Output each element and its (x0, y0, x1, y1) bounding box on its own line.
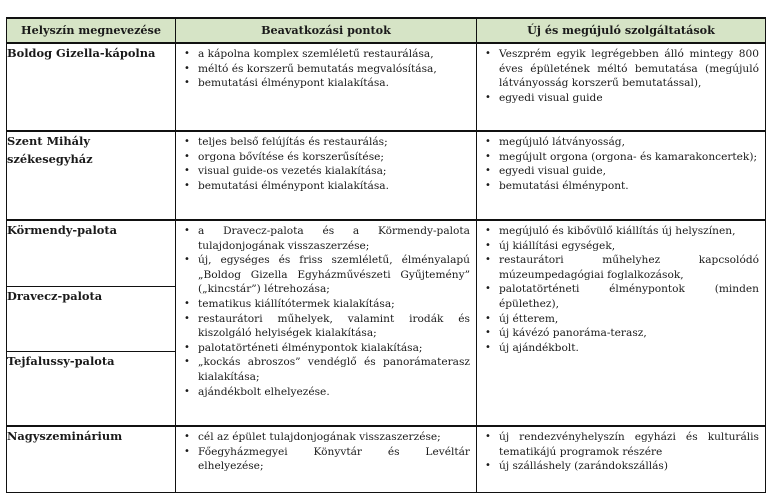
list-item: • teljes belső felújítás és restaurálás; (198, 135, 470, 150)
list-item: • restaurátori műhelyhez kapcsolódó múzeumpedagógiai foglalkozások, (499, 253, 759, 282)
list-item: • egyedi visual guide (499, 91, 759, 106)
location-name: Tejfalussy-palota (7, 351, 176, 426)
list-item: • Veszprém egyik legrégebben álló mintegy 800 éves épületének méltó bemutatása (megújuló látványosság korszerű bemutatással), (499, 47, 759, 91)
interventions-cell (176, 220, 477, 426)
list-item: • restaurátori műhelyek, valamint irodák és kiszolgáló helyiségek kialakítása; (198, 312, 470, 341)
interventions-cell (176, 43, 477, 131)
list-item: • „kockás abroszos” vendéglő és panorámaterasz kialakítása; (198, 355, 470, 384)
list-item: • új kávézó panoráma-terasz, (499, 326, 759, 341)
services-list (477, 132, 765, 195)
list-item: • visual guide-os vezetés kialakítása; (198, 164, 470, 179)
table-row (7, 131, 766, 220)
services-list (477, 427, 765, 476)
services-list (477, 221, 765, 357)
list-item: • új szálláshely (zarándokszállás) (499, 459, 759, 474)
list-item: • új étterem, (499, 312, 759, 327)
interventions-cell (176, 131, 477, 220)
list-item: • megújult orgona (orgona- és kamarakoncertek); (499, 150, 759, 165)
list-item: • orgona bővítése és korszerűsítése; (198, 150, 470, 165)
list-item: • tematikus kiállítótermek kialakítása; (198, 297, 470, 312)
header-interventions: Beavatkozási pontok (176, 18, 477, 43)
services-list (477, 44, 765, 107)
list-item: • ajándékbolt elhelyezése. (198, 385, 470, 400)
list-item: • a Dravecz-palota és a Körmendy-palota tulajdonjogának visszaszerzése; (198, 224, 470, 253)
header-services: Új és megújuló szolgáltatások (477, 18, 766, 43)
list-item: • a kápolna komplex szemléletű restaurálása, (198, 47, 470, 62)
list-item: • új rendezvényhelyszín egyházi és kulturális tematikájú programok részére (499, 430, 759, 459)
services-cell (477, 220, 766, 426)
list-item: • cél az épület tulajdonjogának visszaszerzése; (198, 430, 470, 445)
services-table (6, 17, 766, 493)
list-item: • megújuló látványosság, (499, 135, 759, 150)
list-item: • új kiállítási egységek, (499, 239, 759, 254)
location-name: Nagyszeminárium (7, 426, 176, 492)
header-location: Helyszín megnevezése (7, 18, 176, 43)
list-item: • palotatörténeti élménypontok kialakítása; (198, 341, 470, 356)
interventions-list (176, 427, 476, 476)
table-row (7, 220, 766, 286)
list-item: • bemutatási élménypont kialakítása. (198, 179, 470, 194)
services-cell (477, 43, 766, 131)
location-name: Dravecz-palota (7, 286, 176, 351)
list-item: • megújuló és kibővülő kiállítás új helyszínen, (499, 224, 759, 239)
interventions-list (176, 221, 476, 401)
interventions-list (176, 44, 476, 93)
list-item: • bemutatási élménypont. (499, 179, 759, 194)
list-item: • bemutatási élménypont kialakítása. (198, 76, 470, 91)
services-cell (477, 426, 766, 492)
location-name: Boldog Gizella-kápolna (7, 43, 176, 131)
list-item: • új, egységes és friss szemléletű, élményalapú „Boldog Gizella Egyházművészeti Gyűjtemény” („kincstár”) létrehozása; (198, 253, 470, 297)
location-name: Szent Mihály székesegyház (7, 131, 176, 220)
list-item: • palotatörténeti élménypontok (minden épülethez), (499, 282, 759, 311)
list-item: • Főegyházmegyei Könyvtár és Levéltár elhelyezése; (198, 445, 470, 474)
interventions-cell (176, 426, 477, 492)
list-item: • egyedi visual guide, (499, 164, 759, 179)
services-cell (477, 131, 766, 220)
table-row (7, 43, 766, 131)
header-row (7, 18, 766, 43)
location-name: Körmendy-palota (7, 220, 176, 286)
list-item: • új ajándékbolt. (499, 341, 759, 356)
table-row (7, 426, 766, 492)
list-item: • méltó és korszerű bemutatás megvalósítása, (198, 62, 470, 77)
interventions-list (176, 132, 476, 195)
